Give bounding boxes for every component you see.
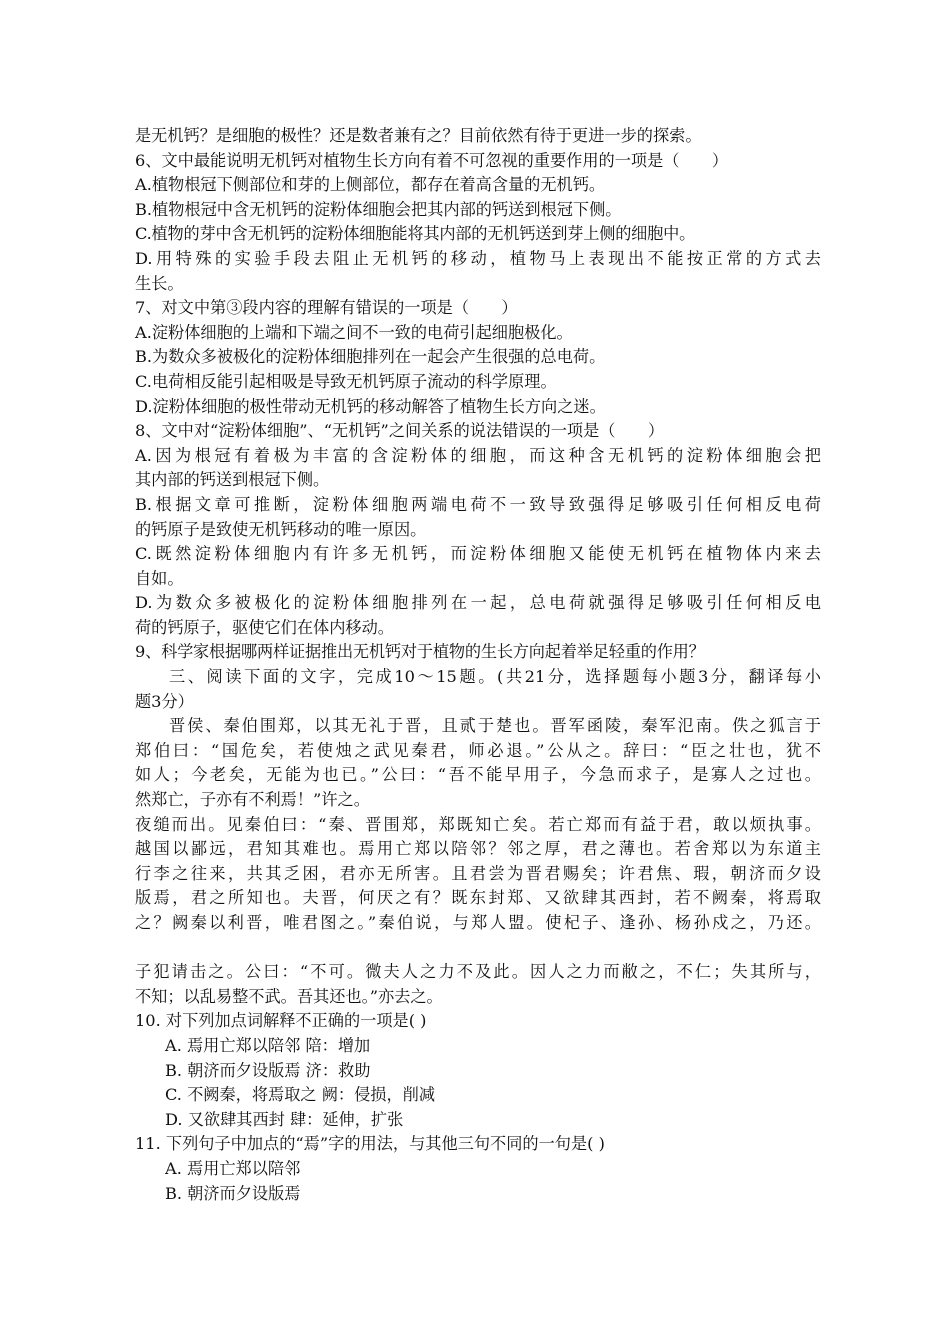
option-6d-cont: 生长。 [135, 273, 184, 293]
passage-line: 不知；以乱易整不武。吾其还也。”亦去之。 [135, 986, 443, 1006]
option-10d: D. 又欲肆其西封 肆：延伸，扩张 [165, 1109, 404, 1129]
option-8a: A.因为根冠有着极为丰富的含淀粉体的细胞，而这种含无机钙的淀粉体细胞会把 [135, 445, 821, 465]
question-8: 8、文中对“淀粉体细胞”、“无机钙”之间关系的说法错误的一项是（ ） [135, 421, 665, 441]
option-7a: A.淀粉体细胞的上端和下端之间不一致的电荷引起细胞极化。 [135, 322, 573, 342]
document-body [135, 124, 821, 1206]
option-8b-cont: 的钙原子是致使无机钙移动的唯一原因。 [135, 519, 427, 539]
option-11a: A. 焉用亡郑以陪邻 [165, 1158, 301, 1178]
passage-line: 如人；今老矣，无能为也已。”公曰：“吾不能早用子，今急而求子，是寡人之过也。 [135, 765, 821, 785]
passage-line: 晋侯、秦伯围郑，以其无礼于晋，且贰于楚也。晋军函陵，秦军氾南。佚之狐言于 [169, 716, 821, 736]
passage-line: 之？阙秦以利晋，唯君图之。”秦伯说，与郑人盟。使杞子、逢孙、杨孙戍之，乃还。 [135, 913, 821, 932]
question-7: 7、对文中第③段内容的理解有错误的一项是（ ） [135, 298, 518, 318]
passage-line: 行李之往来，共其乏困，君亦无所害。且君尝为晋君赐矣；许君焦、瑕，朝济而夕设 [135, 863, 821, 883]
passage-line: 夜缒而出。见秦伯曰：“秦、晋围郑，郑既知亡矣。若亡郑而有益于君，敢以烦执事。 [135, 814, 821, 834]
blank-line [135, 936, 821, 961]
section-3-heading: 三、阅读下面的文字，完成10～15题。(共21分，选择题每小题3分，翻译每小 [169, 667, 821, 687]
question-11: 11. 下列句子中加点的“焉”字的用法，与其他三句不同的一句是( ) [135, 1134, 605, 1154]
passage-line: 子犯请击之。公曰：“不可。微夫人之力不及此。因人之力而敝之，不仁；失其所与， [135, 962, 821, 982]
question-10: 10. 对下列加点词解释不正确的一项是( ) [135, 1011, 427, 1031]
option-6a: A.植物根冠下侧部位和芽的上侧部位，都存在着高含量的无机钙。 [135, 175, 606, 195]
option-10a: A. 焉用亡郑以陪邻 陪：增加 [165, 1035, 371, 1055]
question-6: 6、文中最能说明无机钙对植物生长方向有着不可忽视的重要作用的一项是（ ） [135, 150, 729, 170]
option-6c: C.植物的芽中含无机钙的淀粉体细胞能将其内部的无机钙送到芽上侧的细胞中。 [135, 224, 696, 244]
option-7d: D.淀粉体细胞的极性带动无机钙的移动解答了植物生长方向之迷。 [135, 396, 606, 416]
option-10b: B. 朝济而夕设版焉 济：救助 [165, 1060, 371, 1080]
passage-line: 版焉，君之所知也。夫晋，何厌之有？既东封郑、又欲肆其西封，若不阙秦，将焉取 [135, 888, 821, 908]
option-8a-cont: 其内部的钙送到根冠下侧。 [135, 470, 330, 490]
option-8b: B.根据文章可推断，淀粉体细胞两端电荷不一致导致强得足够吸引任何相反电荷 [135, 494, 821, 514]
option-7c: C.电荷相反能引起相吸是导致无机钙原子流动的科学原理。 [135, 371, 557, 391]
option-8c-cont: 自如。 [135, 568, 184, 588]
option-8d-cont: 荷的钙原子，驱使它们在体内移动。 [135, 617, 394, 637]
option-7b: B.为数众多被极化的淀粉体细胞排列在一起会产生很强的总电荷。 [135, 347, 606, 367]
option-10c: C. 不阙秦，将焉取之 阙：侵损，削减 [165, 1085, 436, 1105]
paragraph-line: 是无机钙？是细胞的极性？还是数者兼有之？目前依然有待于更进一步的探索。 [135, 126, 702, 145]
section-3-heading-cont: 题3分） [135, 691, 194, 711]
passage-line: 郑伯曰：“国危矣，若使烛之武见秦君，师必退。”公从之。辞曰：“臣之壮也，犹不 [135, 740, 821, 760]
passage-line: 越国以鄙远，君知其难也。焉用亡郑以陪邻？邻之厚，君之薄也。若舍郑以为东道主 [135, 839, 821, 859]
passage-line: 然郑亡，子亦有不利焉！”许之。 [135, 790, 370, 810]
option-8c: C.既然淀粉体细胞内有许多无机钙，而淀粉体细胞又能使无机钙在植物体内来去 [135, 544, 821, 564]
question-9: 9、科学家根据哪两样证据推出无机钙对于植物的生长方向起着举足轻重的作用？ [135, 642, 705, 662]
option-6d: D.用特殊的实验手段去阻止无机钙的移动，植物马上表现出不能按正常的方式去 [135, 248, 821, 268]
option-8d: D.为数众多被极化的淀粉体细胞排列在一起，总电荷就强得足够吸引任何相反电 [135, 593, 821, 613]
option-11b: B. 朝济而夕设版焉 [165, 1183, 301, 1203]
option-6b: B.植物根冠中含无机钙的淀粉体细胞会把其内部的钙送到根冠下侧。 [135, 199, 622, 219]
